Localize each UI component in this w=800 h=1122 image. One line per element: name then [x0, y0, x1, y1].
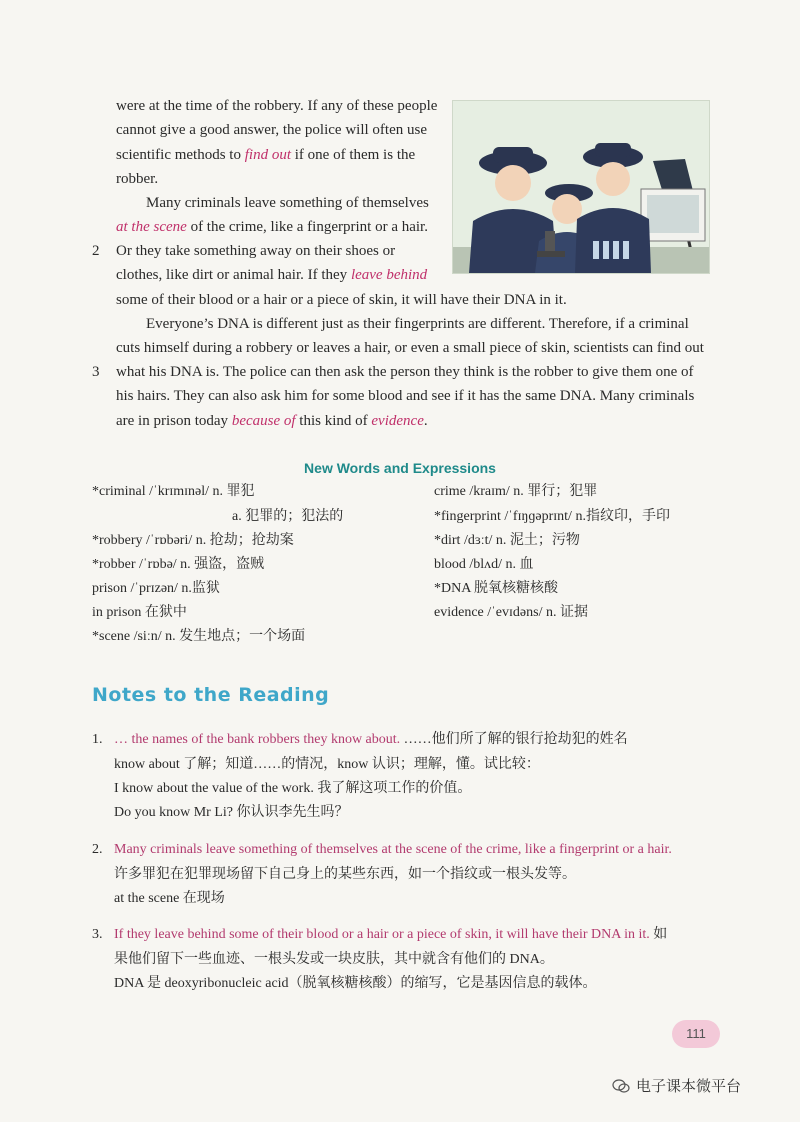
reading-text: Or they take something away on their shoes or — [116, 243, 396, 259]
police-lab-drawing — [453, 101, 709, 273]
reading-text: if one of them is the — [291, 147, 416, 163]
reading-line — [116, 411, 428, 431]
reading-text: were at the time of the robbery. If any of these people — [116, 98, 438, 114]
note-quote: Many criminals leave something of themselves at the scene of the crime, like a fingerprint or a hair. — [114, 842, 672, 857]
vocab-entry: blood /blʌd/ n. 血 — [434, 557, 534, 572]
note-number: 1. — [92, 732, 103, 747]
line-number: 3 — [92, 364, 100, 380]
keyword-phrase: at the scene — [116, 219, 187, 235]
reading-text: what his DNA is. The police can then ask the person they think is the robber to give them one of — [116, 364, 694, 380]
keyword-phrase: find out — [244, 147, 291, 163]
reading-line — [116, 169, 158, 189]
note-number: 3. — [92, 927, 103, 942]
reading-text: his hairs. They can also ask him for some blood and see if it has the same DNA. Many criminals — [116, 388, 695, 404]
reading-line — [116, 290, 567, 310]
reading-line — [116, 362, 694, 382]
note-line — [114, 925, 667, 945]
vocab-entry: *criminal /ˈkrɪmɪnəl/ n. 罪犯 — [92, 484, 255, 499]
keyword-phrase: because of — [231, 413, 296, 429]
reading-text: Everyone’s DNA is different just as their fingerprints are different. Therefore, if a criminal — [146, 316, 689, 332]
keyword-phrase: evidence — [371, 413, 424, 429]
reading-line — [116, 96, 437, 116]
note-text: Do you know Mr Li? 你认识李先生吗？ — [114, 805, 349, 820]
reading-line — [146, 314, 689, 334]
reading-text: scientific methods to — [116, 147, 245, 163]
line-number: 2 — [92, 243, 100, 259]
reading-text: clothes, like dirt or animal hair. If they — [116, 267, 351, 283]
note-text: 如 — [649, 927, 668, 942]
new-words-heading: New Words and Expressions — [304, 460, 496, 476]
note-text: I know about the value of the work. 我了解这项工作的价值。 — [114, 781, 472, 796]
note-line — [114, 889, 225, 909]
note-text: at the scene 在现场 — [114, 891, 225, 906]
wechat-icon — [612, 1079, 630, 1093]
note-line — [114, 779, 471, 799]
reading-line — [116, 265, 427, 285]
note-text: 果他们留下一些血迹、一根头发或一块皮肤，其中就含有他们的 DNA。 — [114, 952, 554, 967]
page-number: 111 — [672, 1020, 720, 1048]
vocab-entry: *robbery /ˈrɒbəri/ n. 抢劫；抢劫案 — [92, 533, 294, 548]
reading-text: . — [423, 413, 428, 429]
note-number: 2. — [92, 842, 103, 857]
reading-line — [116, 120, 427, 140]
reading-text: Many criminals leave something of themselves — [146, 195, 429, 211]
note-quote: If they leave behind some of their blood or a hair or a piece of skin, it will have their DNA in it. — [114, 927, 650, 942]
vocab-entry: prison /ˈprɪzən/ n.监狱 — [92, 581, 220, 596]
note-line — [114, 974, 597, 994]
reading-line — [146, 193, 429, 213]
vocab-entry: a. 犯罪的；犯法的 — [232, 509, 344, 524]
vocab-entry: *robber /ˈrɒbə/ n. 强盗，盗贼 — [92, 557, 265, 572]
vocab-entry: crime /kraɪm/ n. 罪行；犯罪 — [434, 484, 598, 499]
reading-line — [116, 217, 428, 237]
vocab-entry: *dirt /dɜːt/ n. 泥土；污物 — [434, 533, 580, 548]
note-line — [114, 950, 554, 970]
reading-line — [116, 338, 704, 358]
note-line — [114, 730, 628, 750]
note-line — [114, 803, 349, 823]
note-line — [114, 865, 576, 885]
vocab-entry: in prison 在狱中 — [92, 605, 187, 620]
reading-text: this kind of — [295, 413, 372, 429]
vocab-entry: *fingerprint /ˈfɪŋɡəprɪnt/ n.指纹印，手印 — [434, 509, 670, 524]
reading-line — [116, 386, 694, 406]
reading-text: cannot give a good answer, the police will often use — [116, 122, 427, 138]
notes-heading: Notes to the Reading — [92, 684, 330, 706]
note-text: ……他们所了解的银行抢劫犯的姓名 — [400, 732, 628, 747]
reading-line — [116, 241, 395, 261]
reading-text: of the crime, like a fingerprint or a hair. — [186, 219, 428, 235]
watermark — [612, 1075, 741, 1096]
reading-text: are in prison today — [116, 413, 232, 429]
keyword-phrase: leave behind — [350, 267, 428, 283]
note-line — [114, 755, 540, 775]
vocab-entry: *scene /siːn/ n. 发生地点；一个场面 — [92, 629, 306, 644]
note-line — [114, 840, 672, 860]
note-quote: … the names of the bank robbers they know about. — [114, 732, 401, 747]
reading-line — [116, 145, 415, 165]
reading-text: robber. — [116, 171, 159, 187]
note-text: DNA 是 deoxyribonucleic acid（脱氧核糖核酸）的缩写，它是基因信息的载体。 — [114, 976, 597, 991]
reading-text: cuts himself during a robbery or leaves a hair, or even a small piece of skin, scientists can find out — [116, 340, 704, 356]
note-text: know about 了解；知道……的情况，know 认识；理解，懂。试比较： — [114, 757, 540, 772]
police-lab-illustration — [452, 100, 710, 274]
vocab-entry: evidence /ˈevɪdəns/ n. 证据 — [434, 605, 588, 620]
reading-text: some of their blood or a hair or a piece of skin, it will have their DNA in it. — [116, 292, 567, 308]
watermark-text: 电子课本微平台 — [636, 1077, 742, 1095]
vocab-entry: *DNA 脱氧核糖核酸 — [434, 581, 559, 596]
note-text: 许多罪犯在犯罪现场留下自己身上的某些东西，如一个指纹或一根头发等。 — [114, 867, 576, 882]
